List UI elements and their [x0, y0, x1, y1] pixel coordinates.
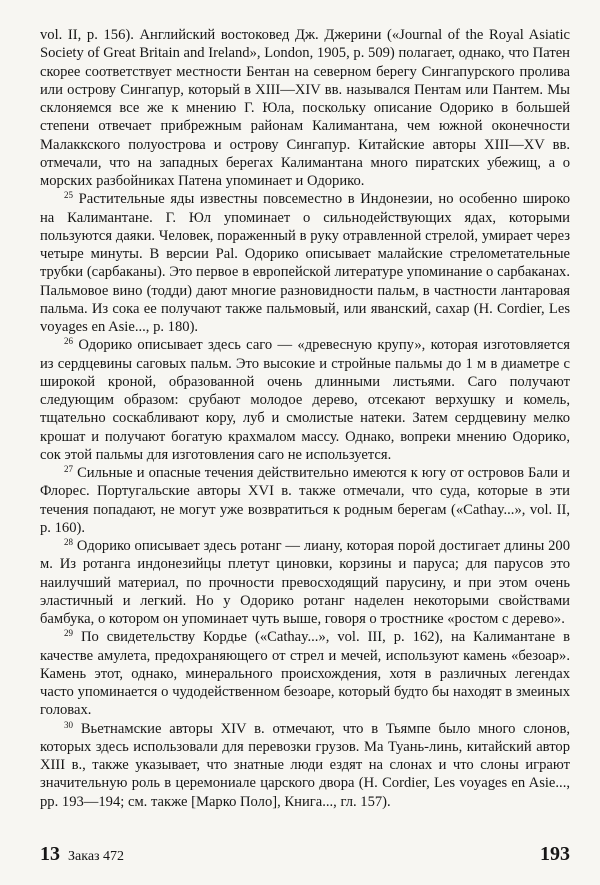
- note-26: [40, 336, 570, 464]
- note-number: 27: [64, 464, 73, 474]
- page-number: 193: [540, 843, 570, 865]
- order-label: Заказ 472: [68, 849, 125, 864]
- note-28: [40, 537, 570, 628]
- note-number: 28: [64, 537, 73, 547]
- note-text: Растительные яды известны повсеместно в Индонезии, но особенно широко на Калимантане. Г. Юл упоминает о сильнодействующих ядах, которыми пользуются даяки. Человек, пораженный в руку отравленной стрелой, умирает через четыре минуты. В версии Pal. Одорико описывает малайские стрелометательные трубки (сарбаканы). Это первое в европейской литературе упоминание о сарбаканах. Пальмовое вино (тодди) дают многие разновидности пальм, в частности лантаровая пальма. Из сока ее получают также пальмовый, или яванский, сахар (H. Cordier, Les voyages en Asie..., p. 180).: [40, 191, 571, 335]
- note-30: [40, 720, 570, 811]
- note-text: Одорико описывает здесь саго — «древесную крупу», которая изготовляется из сердцевины саговых пальм. Это высокие и стройные пальмы до 1 м в диаметре с широкой кроной, образованной очень длинными листьями. Саго получают следующим образом: срубают молодое дерево, отсекают верхушку и комель, тщательно соскабливают кору, луб и смолистые натеки. Затем сердцевину мелко крошат и получают богатую крахмалом массу. Однако, вопреки мнению Одорико, сок этой пальмы для изготовления саго не используется.: [40, 337, 570, 463]
- note-continuation: [40, 26, 570, 190]
- note-text: Одорико описывает здесь ротанг — лиану, которая порой достигает длины 200 м. Из ротанга индонезийцы плетут циновки, корзины и паруса; для парусов это наилучший материал, по прочности превосходящий парусину, и при этом очень эластичный и легкий. Но у Одорико ротанг наделен некоторыми свойствами бамбука, о котором он упоминает чуть выше, говоря о тростнике «ростом с дерево».: [40, 538, 570, 627]
- note-text: Сильные и опасные течения действительно имеются к югу от островов Бали и Флорес. Португальские авторы XVI в. также отмечали, что суда, которые в эти течения попадают, не могут уже возвратиться к родным берегам («Cathay...», vol. II, p. 160).: [40, 465, 570, 536]
- note-number: 29: [64, 628, 73, 639]
- printer-signature: [40, 843, 124, 866]
- note-number: 26: [64, 336, 73, 347]
- page-footer: [40, 843, 570, 866]
- note-text: vol. II, p. 156). Английский востоковед Дж. Джерини («Journal of the Royal Asiatic Society of Great Britain and Ireland», London, 1905, p. 509) полагает, однако, что Патен скорее соответствует местности Бентан на северном берегу Сингапурского пролива или острову Сингапур, который в XIII—XIV вв. назывался Пентам или Пантем. Мы склоняемся все же к мнению Г. Юла, поскольку описание Одорико в большей степени отвечает прибрежным районам Калимантана, чем южной оконечности Малаккского полуострова и острову Сингапур. Китайские авторы XIII—XV вв. отмечали, что на западных берегах Калимантана много пиратских убежищ, а о морских разбойниках Патена упоминает и Одорико.: [40, 27, 570, 189]
- note-25: [40, 190, 570, 336]
- note-27: [40, 464, 570, 537]
- notes-body: [40, 26, 570, 811]
- note-number: 25: [64, 190, 73, 201]
- note-number: 30: [64, 719, 73, 730]
- note-29: [40, 628, 570, 719]
- note-text: Вьетнамские авторы XIV в. отмечают, что в Тьямпе было много слонов, которых здесь использовали для перевозки грузов. Ма Туань-линь, китайский автор XIII в., также указывает, что знатные люди ездят на слонах и что слоны играют значительную роль в церемониале царского двора (H. Cordier, Les voyages en Asie..., pp. 193—194; см. также [Марко Поло], Книга..., гл. 157).: [40, 720, 570, 810]
- note-text: По свидетельству Кордье («Cathay...», vol. III, p. 162), на Калимантане в качестве амулета, предохраняющего от стрел и мечей, используют камень «безоар». Камень этот, однако, минерального происхождения, хотя в различных легендах часто упоминается о чудодейственном безоаре, который будто бы находят в змеиных головах.: [40, 629, 570, 719]
- signature-number: 13: [40, 843, 60, 865]
